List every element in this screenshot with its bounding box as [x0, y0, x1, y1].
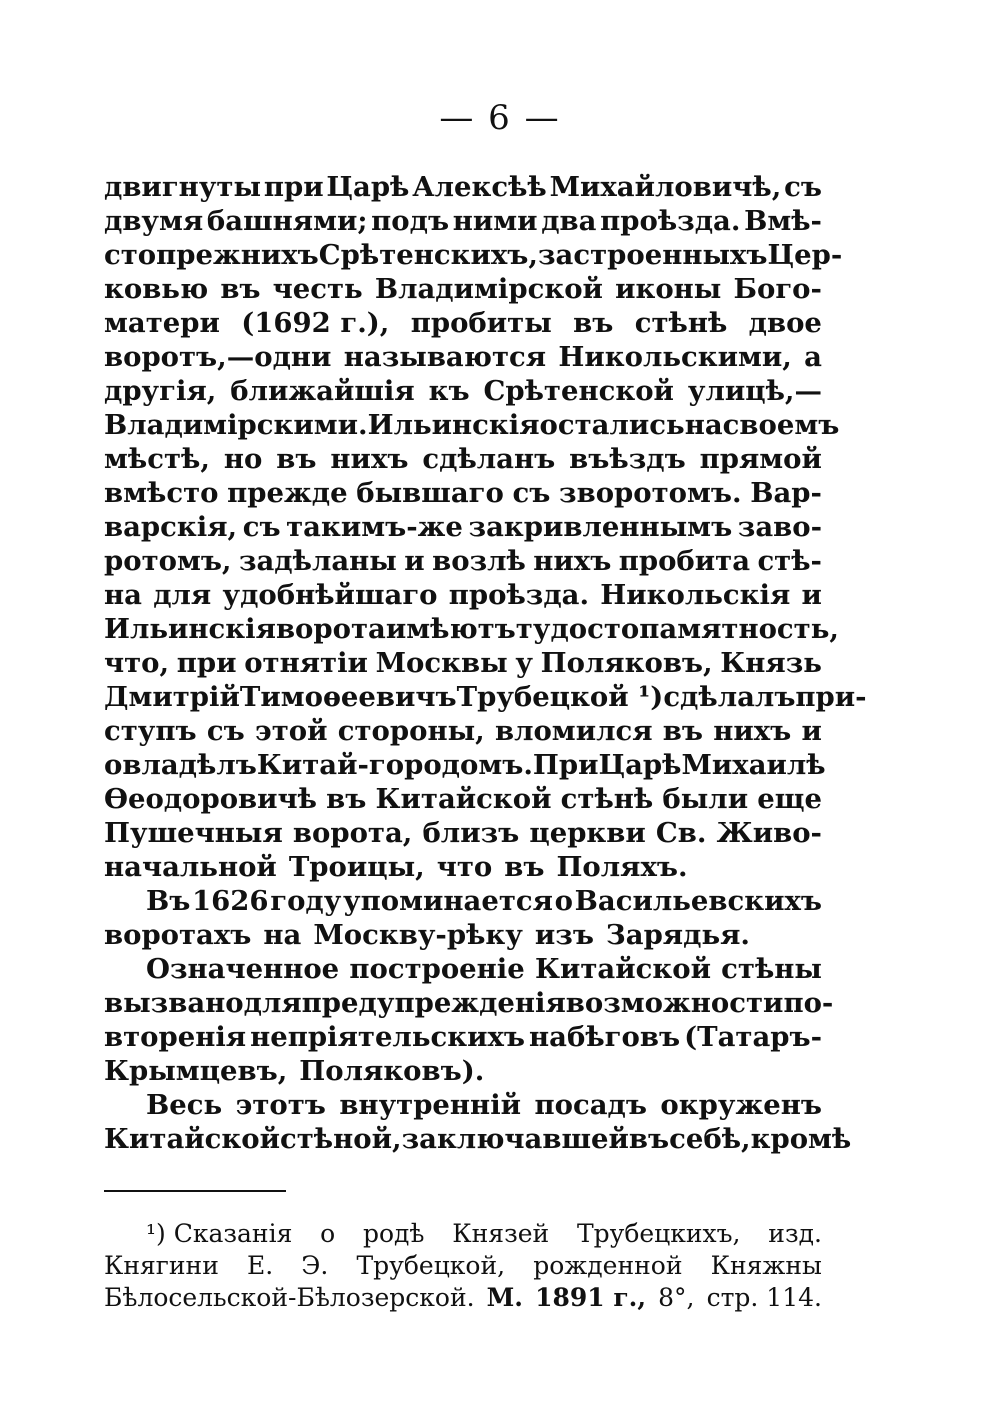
text-line: сто прежнихъ Срѣтенскихъ, застроенныхъ Цер-	[104, 239, 843, 271]
footnote-line: Княгини Е. Э. Трубецкой, рожденной Княжны	[104, 1251, 822, 1280]
page-number: — 6 —	[439, 98, 561, 138]
text-line: другія, ближайшія къ Срѣтенской улицѣ,—	[104, 375, 822, 407]
text-line: на для удобнѣйшаго проѣзда. Никольскія и	[104, 579, 822, 611]
text-line: Дмитрій Тимоѳеевичъ Трубецкой ¹) сдѣлалъ при-	[104, 681, 867, 713]
text-line: начальной Троицы, что въ Поляхъ.	[104, 851, 688, 883]
text-line: матери (1692 г.), пробиты въ стѣнѣ двое	[104, 307, 822, 339]
text-line: мѣстѣ, но въ нихъ сдѣланъ въѣздъ прямой	[104, 443, 822, 475]
text-line: овладѣлъ Китай-городомъ. При Царѣ Михаилѣ	[104, 749, 826, 781]
footnote	[104, 1218, 822, 1314]
text-line: Крымцевъ, Поляковъ).	[104, 1055, 485, 1087]
body-text	[104, 170, 867, 1156]
text-line: двумя башнями; подъ ними два проѣзда. Вмѣ-	[104, 205, 822, 237]
paragraph-start-line: Въ 1626 году упоминается о Васильевскихъ	[146, 885, 822, 917]
text-line: ротомъ, задѣланы и возлѣ нихъ пробита стѣ-	[104, 545, 822, 577]
text-line: вмѣсто прежде бывшаго съ зворотомъ. Вар-	[104, 477, 822, 509]
paragraph-start-line: Означенное построеніе Китайской стѣны	[146, 953, 822, 985]
text-line: воротъ,—одни называются Никольскими, а	[104, 341, 822, 373]
footnote-line: ¹) Сказанія о родѣ Князей Трубецкихъ, изд.	[146, 1219, 822, 1248]
paragraph-start-line: Весь этотъ внутренній посадъ окруженъ	[146, 1089, 822, 1121]
text-line: ступъ съ этой стороны, вломился въ нихъ и	[104, 715, 822, 747]
text-line: Китайской стѣной, заключавшей въ себѣ, кромѣ	[104, 1123, 852, 1155]
text-line: воротахъ на Москву-рѣку изъ Зарядья.	[104, 919, 751, 951]
text-line: двигнуты при Царѣ Алексѣѣ Михайловичѣ, съ	[104, 171, 822, 203]
text-line: вторенія непріятельскихъ набѣговъ (Татаръ-	[104, 1021, 822, 1053]
text-line: Владимірскими. Ильинскія остались на своемъ	[104, 409, 840, 441]
text-line: вызвано для предупрежденія возможности по-	[104, 987, 834, 1019]
footnote-divider	[104, 1190, 286, 1192]
text-line: Пушечныя ворота, близъ церкви Св. Живо-	[104, 817, 822, 849]
text-line: Ѳеодоровичѣ въ Китайской стѣнѣ были еще	[104, 783, 822, 815]
text-line: ковью въ честь Владимірской иконы Бого-	[104, 273, 822, 305]
text-line: варскія, съ такимъ-же закривленнымъ заво-	[104, 511, 822, 543]
footnote-line: Бѣлосельской-Бѣлозерской. М. 1891 г., 8°, стр. 114.	[104, 1283, 822, 1312]
text-line: Ильинскія ворота имѣютъ ту достопамятность,	[104, 613, 839, 645]
text-line: что, при отнятіи Москвы у Поляковъ, Князь	[104, 647, 822, 679]
